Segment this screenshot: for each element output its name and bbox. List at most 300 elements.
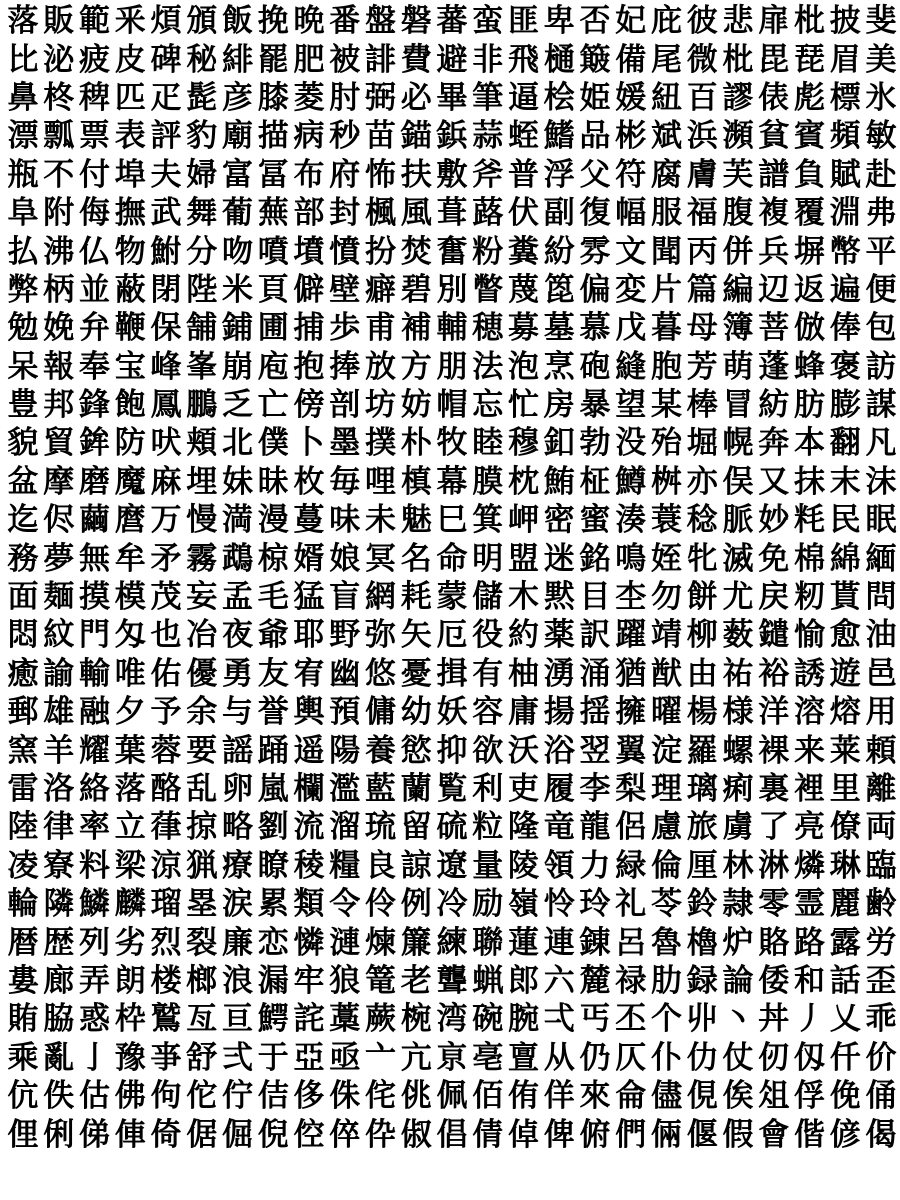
kanji-glyph: 描 xyxy=(257,118,289,155)
kanji-glyph: 僚 xyxy=(829,809,861,846)
kanji-glyph: 瓢 xyxy=(43,118,75,155)
kanji-glyph: 葎 xyxy=(150,809,182,846)
kanji-glyph: 隆 xyxy=(508,809,539,846)
kanji-glyph: 番 xyxy=(329,3,361,40)
kanji-glyph: 淋 xyxy=(758,847,790,884)
kanji-glyph: 離 xyxy=(865,771,897,807)
kanji-glyph: 飛 xyxy=(508,41,539,78)
kanji-glyph: 銘 xyxy=(579,540,611,577)
kanji-glyph: 沫 xyxy=(865,463,897,500)
kanji-glyph: 匁 xyxy=(114,617,146,654)
kanji-glyph: 老 xyxy=(400,962,432,999)
kanji-glyph: 乏 xyxy=(222,387,253,424)
kanji-glyph: 猷 xyxy=(651,655,682,692)
kanji-glyph: 婁 xyxy=(7,962,39,999)
kanji-glyph: 留 xyxy=(400,809,432,846)
kanji-glyph: 紋 xyxy=(43,617,75,654)
kanji-glyph: 陛 xyxy=(186,271,218,308)
kanji-glyph: 麺 xyxy=(43,579,75,616)
kanji-glyph: 墳 xyxy=(293,233,325,270)
kanji-glyph: 吻 xyxy=(222,233,253,270)
kanji-glyph: 枠 xyxy=(114,1001,146,1038)
kanji-glyph: 噴 xyxy=(257,233,289,270)
kanji-glyph: 某 xyxy=(651,387,682,424)
kanji-glyph: 並 xyxy=(79,271,110,308)
kanji-glyph: 望 xyxy=(615,387,647,424)
kanji-glyph: 胞 xyxy=(651,348,682,385)
kanji-glyph: 舞 xyxy=(186,195,218,232)
kanji-glyph: 弁 xyxy=(79,310,110,347)
kanji-glyph: 蔓 xyxy=(293,502,325,539)
kanji-glyph: 父 xyxy=(579,156,611,193)
kanji-glyph: 録 xyxy=(686,962,718,999)
kanji-glyph: 菱 xyxy=(293,79,325,116)
kanji-glyph: 偏 xyxy=(579,271,611,308)
glyph-row xyxy=(6,731,898,769)
kanji-glyph: 悠 xyxy=(365,655,396,692)
kanji-glyph: 鮒 xyxy=(150,233,182,270)
kanji-glyph: 蕪 xyxy=(257,195,289,232)
kanji-glyph: 蒜 xyxy=(472,118,504,155)
kanji-glyph: 糞 xyxy=(508,233,539,270)
kanji-glyph: 豊 xyxy=(7,387,39,424)
kanji-glyph: 紡 xyxy=(758,387,790,424)
kanji-glyph: 路 xyxy=(794,924,825,961)
kanji-glyph: 励 xyxy=(472,886,504,923)
kanji-glyph: 葡 xyxy=(222,195,253,232)
kanji-glyph: 敷 xyxy=(436,156,468,193)
kanji-glyph: 友 xyxy=(257,655,289,692)
kanji-glyph: 里 xyxy=(829,771,861,807)
kanji-glyph: 幼 xyxy=(400,694,432,731)
kanji-glyph: 鱒 xyxy=(615,463,647,500)
kanji-glyph: 飽 xyxy=(114,387,146,424)
kanji-glyph: 箕 xyxy=(472,502,504,539)
kanji-glyph: 佚 xyxy=(43,1078,75,1115)
kanji-glyph: 侭 xyxy=(43,502,75,539)
kanji-glyph: 雷 xyxy=(7,771,39,807)
kanji-glyph: 服 xyxy=(651,195,682,232)
kanji-glyph: 秘 xyxy=(186,41,218,78)
kanji-glyph: 禄 xyxy=(615,962,647,999)
kanji-glyph: 殆 xyxy=(651,425,682,462)
kanji-glyph: 稗 xyxy=(79,79,110,116)
kanji-glyph: 包 xyxy=(865,310,897,347)
kanji-glyph: 評 xyxy=(150,118,182,155)
kanji-glyph: 椀 xyxy=(400,1001,432,1038)
kanji-glyph: 樋 xyxy=(543,41,575,78)
kanji-glyph: 彼 xyxy=(686,3,718,40)
kanji-glyph: 浜 xyxy=(686,118,718,155)
kanji-glyph: 武 xyxy=(150,195,182,232)
kanji-glyph: 估 xyxy=(79,1078,110,1115)
kanji-glyph: 釆 xyxy=(114,3,146,40)
kanji-glyph: 稔 xyxy=(686,502,718,539)
kanji-glyph: 鰭 xyxy=(543,118,575,155)
kanji-glyph: 巳 xyxy=(436,502,468,539)
kanji-glyph: 槙 xyxy=(400,463,432,500)
kanji-glyph: 肋 xyxy=(651,962,682,999)
kanji-glyph: 慮 xyxy=(651,809,682,846)
kanji-glyph: 戊 xyxy=(615,310,647,347)
kanji-glyph: 繭 xyxy=(79,502,110,539)
kanji-glyph: 旅 xyxy=(686,809,718,846)
kanji-glyph: 網 xyxy=(365,579,396,616)
kanji-glyph: 椋 xyxy=(257,540,289,577)
kanji-glyph: 佰 xyxy=(472,1078,504,1115)
kanji-glyph: 弍 xyxy=(222,1039,253,1076)
kanji-glyph: 亞 xyxy=(293,1039,325,1076)
kanji-glyph: 米 xyxy=(222,271,253,308)
kanji-glyph: 呂 xyxy=(615,924,647,961)
kanji-glyph: 俚 xyxy=(7,1116,39,1153)
kanji-glyph: 木 xyxy=(508,579,539,616)
kanji-glyph: 卑 xyxy=(543,3,575,40)
kanji-glyph: 撫 xyxy=(114,195,146,232)
kanji-glyph: 婿 xyxy=(293,540,325,577)
kanji-glyph: 貧 xyxy=(758,118,790,155)
kanji-glyph: 粒 xyxy=(472,809,504,846)
kanji-glyph: 豹 xyxy=(186,118,218,155)
kanji-glyph: 梨 xyxy=(615,771,647,807)
kanji-glyph: 鋲 xyxy=(436,118,468,155)
kanji-glyph: 腹 xyxy=(722,195,754,232)
kanji-glyph: 虜 xyxy=(722,809,754,846)
kanji-glyph: 附 xyxy=(43,195,75,232)
kanji-glyph: 倩 xyxy=(472,1116,504,1153)
kanji-glyph: 會 xyxy=(758,1116,790,1153)
kanji-glyph: 佛 xyxy=(114,1078,146,1115)
kanji-glyph: 腕 xyxy=(508,1001,539,1038)
glyph-row xyxy=(6,578,898,616)
kanji-glyph: 謬 xyxy=(722,79,754,116)
kanji-glyph: 膚 xyxy=(686,156,718,193)
kanji-glyph: 俤 xyxy=(79,1116,110,1153)
kanji-glyph: 壁 xyxy=(329,271,361,308)
kanji-glyph: 躍 xyxy=(615,617,647,654)
kanji-glyph: 披 xyxy=(829,3,861,40)
kanji-glyph: 遼 xyxy=(436,847,468,884)
kanji-glyph: 乘 xyxy=(7,1039,39,1076)
kanji-glyph: 副 xyxy=(543,195,575,232)
kanji-glyph: 洛 xyxy=(43,771,75,807)
glyph-row xyxy=(6,770,898,808)
kanji-glyph: 賓 xyxy=(794,118,825,155)
kanji-glyph: 李 xyxy=(579,771,611,807)
kanji-glyph: 夢 xyxy=(43,540,75,577)
kanji-glyph: 葺 xyxy=(436,195,468,232)
kanji-glyph: 亳 xyxy=(472,1039,504,1076)
kanji-glyph: 郎 xyxy=(508,962,539,999)
kanji-glyph: 仗 xyxy=(722,1039,754,1076)
kanji-glyph: 枇 xyxy=(794,3,825,40)
kanji-glyph: 俟 xyxy=(722,1078,754,1115)
kanji-glyph: 柊 xyxy=(43,79,75,116)
kanji-glyph: 宝 xyxy=(114,348,146,385)
kanji-glyph: 蓉 xyxy=(150,732,182,769)
kanji-glyph: 冷 xyxy=(436,886,468,923)
kanji-glyph: 魅 xyxy=(400,502,432,539)
kanji-glyph: 房 xyxy=(543,387,575,424)
kanji-glyph: 們 xyxy=(615,1116,647,1153)
kanji-glyph: 廉 xyxy=(222,924,253,961)
kanji-glyph: 舒 xyxy=(186,1039,218,1076)
kanji-glyph: 倭 xyxy=(758,962,790,999)
kanji-glyph: 弥 xyxy=(365,617,396,654)
kanji-glyph: 戻 xyxy=(758,579,790,616)
kanji-glyph: 丿 xyxy=(794,1001,825,1038)
kanji-glyph: 誉 xyxy=(257,694,289,731)
kanji-glyph: 伉 xyxy=(7,1078,39,1115)
kanji-glyph: 裂 xyxy=(186,924,218,961)
kanji-glyph: 廟 xyxy=(222,118,253,155)
kanji-glyph: 忘 xyxy=(472,387,504,424)
kanji-glyph: 亂 xyxy=(43,1039,75,1076)
kanji-glyph: 要 xyxy=(186,732,218,769)
kanji-glyph: 枚 xyxy=(293,463,325,500)
kanji-glyph: 猟 xyxy=(186,847,218,884)
kanji-glyph: 烈 xyxy=(150,924,182,961)
kanji-glyph: 累 xyxy=(257,886,289,923)
kanji-glyph: 妙 xyxy=(758,502,790,539)
kanji-glyph: 鳴 xyxy=(615,540,647,577)
kanji-glyph: 邦 xyxy=(43,387,75,424)
kanji-glyph: 誘 xyxy=(794,655,825,692)
kanji-glyph: 棒 xyxy=(686,387,718,424)
kanji-glyph: 流 xyxy=(293,809,325,846)
kanji-glyph: 俯 xyxy=(579,1116,611,1153)
kanji-glyph: 慕 xyxy=(579,310,611,347)
kanji-glyph: 忙 xyxy=(508,387,539,424)
kanji-glyph: 藁 xyxy=(329,1001,361,1038)
kanji-glyph: 踊 xyxy=(257,732,289,769)
kanji-glyph: 倪 xyxy=(257,1116,289,1153)
glyph-row xyxy=(6,463,898,501)
kanji-glyph: 乂 xyxy=(829,1001,861,1038)
kanji-glyph: 妃 xyxy=(615,3,647,40)
kanji-glyph: 筆 xyxy=(472,79,504,116)
kanji-glyph: 弊 xyxy=(7,271,39,308)
kanji-glyph: 俶 xyxy=(400,1116,432,1153)
kanji-glyph: 牝 xyxy=(686,540,718,577)
kanji-glyph: 料 xyxy=(79,847,110,884)
kanji-glyph: 遥 xyxy=(293,732,325,769)
kanji-glyph: 約 xyxy=(508,617,539,654)
kanji-glyph: 弗 xyxy=(865,195,897,232)
kanji-glyph: 湾 xyxy=(436,1001,468,1038)
kanji-glyph: 斧 xyxy=(472,156,504,193)
kanji-glyph: 乖 xyxy=(865,1001,897,1038)
kanji-glyph: 倔 xyxy=(222,1116,253,1153)
kanji-glyph: 票 xyxy=(79,118,110,155)
kanji-glyph: 呆 xyxy=(7,348,39,385)
kanji-glyph: 丕 xyxy=(615,1001,647,1038)
kanji-glyph: 苗 xyxy=(365,118,396,155)
kanji-glyph: 鋪 xyxy=(222,310,253,347)
kanji-glyph: 盆 xyxy=(7,463,39,500)
kanji-glyph: 複 xyxy=(758,195,790,232)
kanji-glyph: 偈 xyxy=(865,1116,897,1153)
kanji-glyph: 俵 xyxy=(758,79,790,116)
kanji-glyph: 痢 xyxy=(722,771,754,807)
kanji-glyph: 匹 xyxy=(114,79,146,116)
glyph-row xyxy=(6,1000,898,1038)
kanji-glyph: 捕 xyxy=(293,310,325,347)
kanji-glyph: 遊 xyxy=(829,655,861,692)
kanji-glyph: 物 xyxy=(114,233,146,270)
kanji-glyph: 微 xyxy=(686,41,718,78)
kanji-glyph: 零 xyxy=(758,886,790,923)
kanji-glyph: 販 xyxy=(43,3,75,40)
glyph-row xyxy=(6,1077,898,1115)
kanji-glyph: 費 xyxy=(400,41,432,78)
kanji-glyph: 宥 xyxy=(293,655,325,692)
kanji-glyph: 佩 xyxy=(436,1078,468,1115)
kanji-glyph: 頼 xyxy=(865,732,897,769)
kanji-glyph: 仆 xyxy=(651,1039,682,1076)
kanji-glyph: 螺 xyxy=(722,732,754,769)
kanji-glyph: 紐 xyxy=(651,79,682,116)
kanji-glyph: 侑 xyxy=(508,1078,539,1115)
kanji-glyph: 酪 xyxy=(150,771,182,807)
kanji-glyph: 了 xyxy=(758,809,790,846)
kanji-glyph: 比 xyxy=(7,41,39,78)
kanji-glyph: 窯 xyxy=(7,732,39,769)
kanji-glyph: 仄 xyxy=(615,1039,647,1076)
kanji-glyph: 庖 xyxy=(257,348,289,385)
kanji-glyph: 枇 xyxy=(722,41,754,78)
kanji-glyph: 斌 xyxy=(651,118,682,155)
kanji-glyph: 落 xyxy=(114,771,146,807)
kanji-glyph: 磐 xyxy=(400,3,432,40)
kanji-glyph: 毘 xyxy=(758,41,790,78)
kanji-glyph: 冨 xyxy=(257,156,289,193)
kanji-glyph: 鷲 xyxy=(150,1001,182,1038)
kanji-glyph: 膨 xyxy=(829,387,861,424)
kanji-glyph: 糧 xyxy=(329,847,361,884)
kanji-glyph: 藍 xyxy=(365,771,396,807)
kanji-glyph: 稜 xyxy=(293,847,325,884)
kanji-glyph: 挽 xyxy=(257,3,289,40)
kanji-glyph: 勇 xyxy=(222,655,253,692)
kanji-glyph: 蕃 xyxy=(436,3,468,40)
kanji-glyph: 蜜 xyxy=(579,502,611,539)
kanji-glyph: 悲 xyxy=(722,3,754,40)
kanji-glyph: 蜂 xyxy=(794,348,825,385)
kanji-glyph: 愉 xyxy=(794,617,825,654)
kanji-glyph: 穂 xyxy=(472,310,504,347)
kanji-glyph: 凡 xyxy=(865,425,897,462)
kanji-glyph: 類 xyxy=(293,886,325,923)
kanji-glyph: 報 xyxy=(43,348,75,385)
kanji-glyph: 彬 xyxy=(615,118,647,155)
kanji-glyph: 模 xyxy=(114,579,146,616)
kanji-glyph: 僕 xyxy=(257,425,289,462)
kanji-glyph: 亡 xyxy=(257,387,289,424)
kanji-glyph: 伏 xyxy=(508,195,539,232)
kanji-glyph: 蛭 xyxy=(508,118,539,155)
kanji-glyph: 冥 xyxy=(365,540,396,577)
kanji-glyph: 悶 xyxy=(7,617,39,654)
kanji-glyph: 詫 xyxy=(293,1001,325,1038)
kanji-glyph: 靖 xyxy=(651,617,682,654)
kanji-glyph: 砲 xyxy=(579,348,611,385)
kanji-glyph: 仍 xyxy=(579,1039,611,1076)
kanji-glyph: 浴 xyxy=(543,732,575,769)
kanji-glyph: 揺 xyxy=(579,694,611,731)
kanji-glyph: 例 xyxy=(400,886,432,923)
kanji-glyph: 尾 xyxy=(651,41,682,78)
kanji-glyph: 緬 xyxy=(865,540,897,577)
kanji-glyph: 甫 xyxy=(365,310,396,347)
kanji-glyph: 倅 xyxy=(329,1116,361,1153)
kanji-glyph: 佝 xyxy=(150,1078,182,1115)
kanji-glyph: 佶 xyxy=(257,1078,289,1115)
kanji-glyph: 逼 xyxy=(508,79,539,116)
kanji-glyph: 箆 xyxy=(543,271,575,308)
kanji-glyph: 葉 xyxy=(114,732,146,769)
kanji-glyph: 標 xyxy=(829,79,861,116)
kanji-glyph: 帽 xyxy=(436,387,468,424)
kanji-glyph: 鳳 xyxy=(150,387,182,424)
kanji-glyph: 満 xyxy=(222,502,253,539)
kanji-glyph: 抹 xyxy=(794,463,825,500)
kanji-glyph: 奮 xyxy=(436,233,468,270)
kanji-glyph: 諒 xyxy=(400,847,432,884)
kanji-glyph: 榔 xyxy=(186,962,218,999)
kanji-glyph: 麻 xyxy=(150,463,182,500)
kanji-glyph: 礼 xyxy=(615,886,647,923)
kanji-glyph: 預 xyxy=(329,694,361,731)
kanji-glyph: 払 xyxy=(7,233,39,270)
kanji-glyph: 罷 xyxy=(257,41,289,78)
kanji-glyph: 丙 xyxy=(686,233,718,270)
kanji-glyph: 仏 xyxy=(79,233,110,270)
kanji-glyph: 野 xyxy=(329,617,361,654)
kanji-glyph: 病 xyxy=(293,118,325,155)
kanji-glyph: 夜 xyxy=(222,617,253,654)
kanji-glyph: 黙 xyxy=(543,579,575,616)
kanji-glyph: 閉 xyxy=(150,271,182,308)
kanji-glyph: 楼 xyxy=(150,962,182,999)
kanji-glyph: 孟 xyxy=(222,579,253,616)
kanji-glyph: 魔 xyxy=(114,463,146,500)
kanji-glyph: 泡 xyxy=(508,348,539,385)
kanji-glyph: 欄 xyxy=(293,771,325,807)
kanji-glyph: 余 xyxy=(186,694,218,731)
kanji-glyph: 勿 xyxy=(651,579,682,616)
kanji-glyph: 娩 xyxy=(43,310,75,347)
kanji-glyph: 兵 xyxy=(758,233,790,270)
kanji-glyph: 塁 xyxy=(186,886,218,923)
kanji-glyph: 慾 xyxy=(400,732,432,769)
kanji-glyph: 普 xyxy=(508,156,539,193)
kanji-glyph: 从 xyxy=(543,1039,575,1076)
kanji-glyph: 輸 xyxy=(79,655,110,692)
kanji-glyph: 避 xyxy=(436,41,468,78)
kanji-glyph: 明 xyxy=(472,540,504,577)
kanji-glyph: 柄 xyxy=(43,271,75,308)
kanji-glyph: 斐 xyxy=(865,3,897,40)
kanji-glyph: 勉 xyxy=(7,310,39,347)
kanji-glyph: 様 xyxy=(722,694,754,731)
kanji-glyph: 幽 xyxy=(329,655,361,692)
kanji-glyph: 庸 xyxy=(508,694,539,731)
kanji-glyph: 品 xyxy=(579,118,611,155)
kanji-glyph: 櫓 xyxy=(686,924,718,961)
glyph-row xyxy=(6,156,898,194)
kanji-glyph: 薬 xyxy=(543,617,575,654)
